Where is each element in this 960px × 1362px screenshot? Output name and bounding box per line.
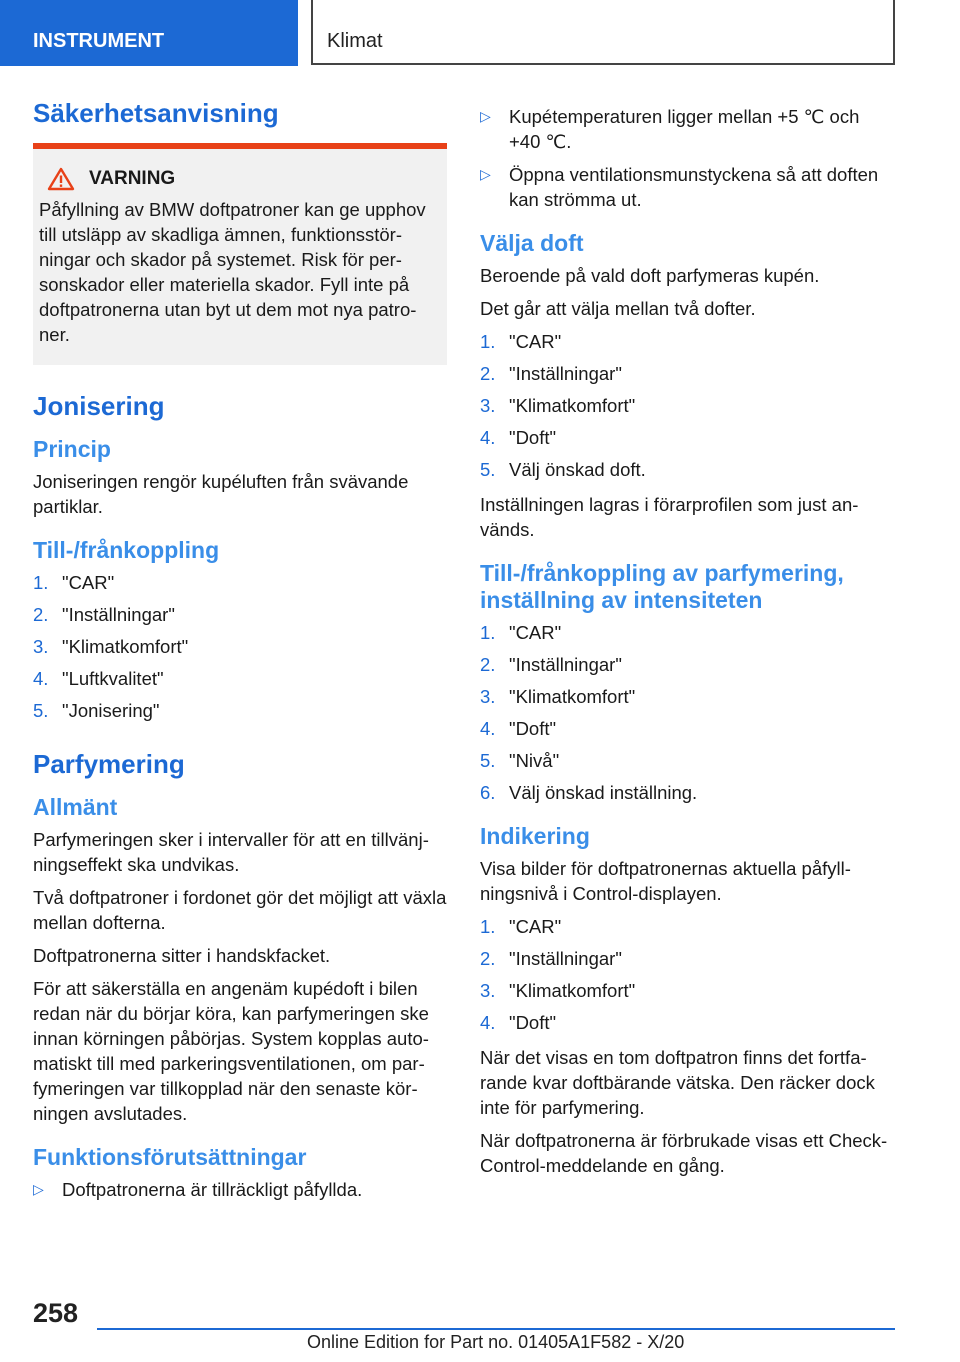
indication-heading: Indikering [480,823,590,849]
list-item: 1. "CAR" [480,916,562,937]
list-item: 3. "Klimatkomfort" [480,395,636,416]
principle-text: Joniseringen rengör kupéluften från svävande partiklar. [33,471,409,517]
indication-after-text: När doftpatronerna är förbrukade visas ett Check-Control-meddelande en gång. [480,1130,888,1176]
list-item: 2. "Inställningar" [480,363,622,384]
onoff-steps [33,570,447,723]
intensity-steps [480,620,894,805]
ionization-heading: Jonisering [33,391,165,421]
list-item: 5. "Jonisering" [33,700,160,721]
list-item: 3. "Klimatkomfort" [33,636,189,657]
choose-after-text: Inställningen lagras i förarprofilen som just används. [480,494,859,540]
principle-heading: Princip [33,436,111,462]
triangle-bullet-icon: ▷ [480,108,491,124]
left-column [33,98,447,1212]
edition-text: Online Edition for Part no. 01405A1F582 - X/20 [307,1332,685,1352]
general-paragraph: Två doftpatroner i fordonet gör det möjligt att växla mellan dofterna. [33,887,447,933]
general-paragraph: Doftpatronerna sitter i handskfacket. [33,945,331,966]
list-item: ▷ Doftpatronerna är tillräckligt påfyllda. [33,1179,363,1200]
warning-text: Påfyllning av BMW doftpatroner kan ge upphov till utsläpp av skadliga ämnen, funktionsstörningar och skador på systemet. Risk för personskador eller materiella skador. Fyll inte på doftpatronerna utan byt ut dem mot nya patroner. [39,199,426,345]
requirements-list-cont [480,104,894,212]
indication-steps [480,914,894,1035]
general-paragraph: För att säkerställa en angenäm kupédoft i bilen redan när du börjar köra, kan parfymeringen ske innan körningen påbörjas. System kopplas automatiskt till med parkeringsventilationen, om parfymeringen var tillkopplad när den senaste körningen avslutades. [33,978,429,1124]
list-item: 1. "CAR" [480,622,562,643]
choose-steps [480,329,894,482]
list-item: 4. "Doft" [480,427,557,448]
list-item: 1. "CAR" [33,572,115,593]
triangle-bullet-icon: ▷ [33,1181,44,1197]
safety-heading: Säkerhetsanvisning [33,98,279,128]
list-item: 3. "Klimatkomfort" [480,980,636,1001]
indication-after-text: När det visas en tom doftpatron finns det fortfarande kvar doftbärande vätska. Den räcker dock inte för parfymering. [480,1047,875,1118]
intensity-heading: Till-/frånkoppling av parfymering, inställning av intensiteten [480,560,844,613]
section-tab: INSTRUMENT [0,0,298,66]
list-item: ▷ Kupétemperaturen ligger mellan +5 ℃ och +40 ℃. [480,106,860,152]
page-number: 258 [33,1298,79,1328]
list-item: 1. "CAR" [480,331,562,352]
right-column [480,98,894,1186]
list-item: 2. "Inställningar" [33,604,175,625]
list-item: 2. "Inställningar" [480,948,622,969]
perfume-heading: Parfymering [33,749,185,779]
footer-divider [97,1328,895,1330]
list-item: 4. "Doft" [480,1012,557,1033]
warning-triangle-icon [47,167,75,191]
list-item: 5. "Nivå" [480,750,560,771]
requirements-list [33,1177,447,1202]
list-item: ▷ Öppna ventilationsmunstyckena så att doften kan strömma ut. [480,164,879,210]
general-heading: Allmänt [33,794,118,820]
choose-paragraph: Det går att välja mellan två dofter. [480,298,756,319]
list-item: 4. "Luftkvalitet" [33,668,164,689]
indication-text: Visa bilder för doftpatronernas aktuella påfyllningsnivå i Control-displayen. [480,858,851,904]
warning-label: VARNING [89,168,176,189]
page-header [0,0,960,66]
onoff-heading: Till-/frånkoppling [33,537,220,563]
warning-box [33,143,447,365]
chapter-tab: Klimat [311,0,895,65]
list-item: 4. "Doft" [480,718,557,739]
general-paragraph: Parfymeringen sker i intervaller för att en tillvänjningseffekt ska undvikas. [33,829,429,875]
list-item: 6. Välj önskad inställning. [480,782,698,803]
list-item: 3. "Klimatkomfort" [480,686,636,707]
choose-paragraph: Beroende på vald doft parfymeras kupén. [480,265,820,286]
list-item: 2. "Inställningar" [480,654,622,675]
triangle-bullet-icon: ▷ [480,166,491,182]
list-item: 5. Välj önskad doft. [480,459,646,480]
choose-heading: Välja doft [480,230,584,256]
requirements-heading: Funktionsförutsättningar [33,1144,307,1170]
